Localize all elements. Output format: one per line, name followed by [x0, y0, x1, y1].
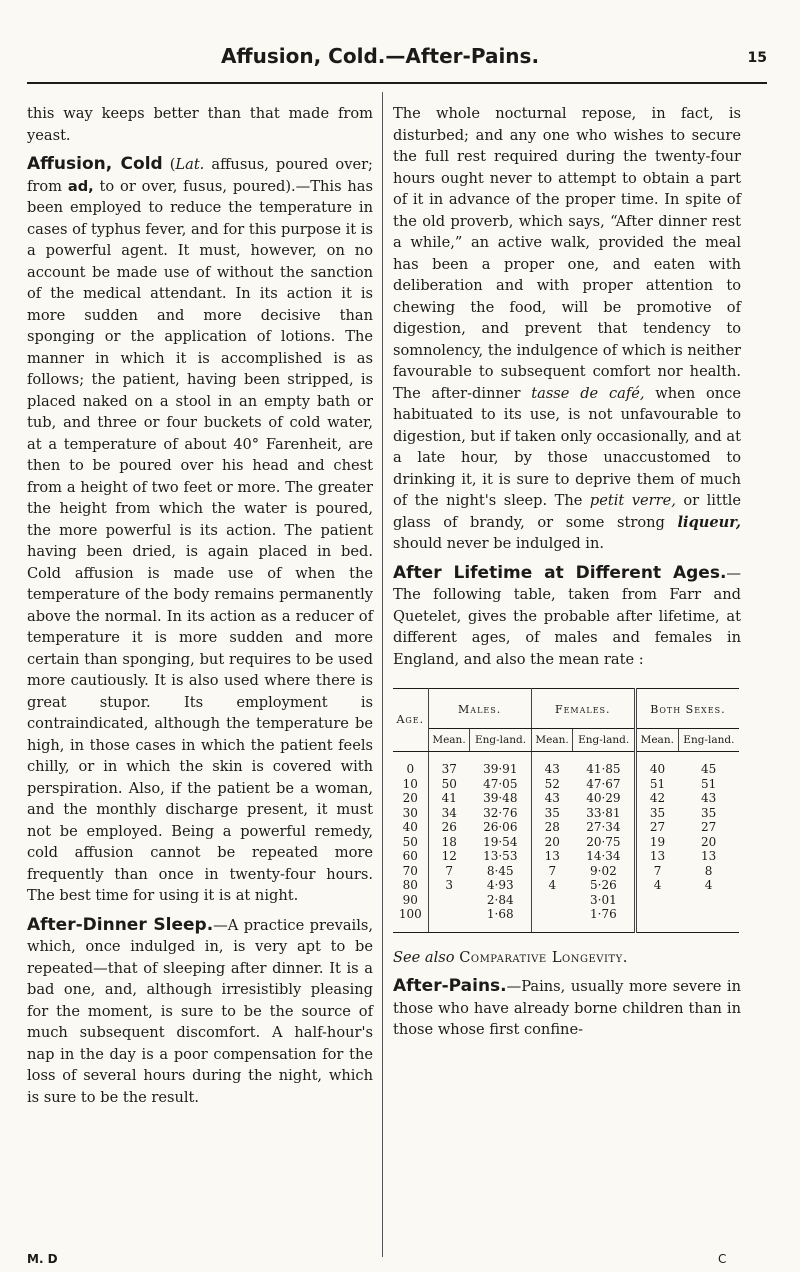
cell-females-england: 9·02 — [573, 864, 635, 879]
cell-females-mean: 28 — [544, 820, 560, 834]
entry-after-pains — [393, 976, 741, 1041]
cell-females-mean — [531, 907, 573, 932]
cell-both-mean: 27 — [649, 820, 666, 834]
table-age-header: Age. — [393, 689, 428, 752]
cell-females-england: 20·75 — [573, 835, 635, 850]
cell-females-england: 5·26 — [573, 878, 635, 893]
cell-both-mean: 7 — [653, 863, 662, 878]
italic-run: petit verre, — [589, 492, 676, 509]
cell-males-england: 32·76 — [470, 806, 531, 821]
entry-term: After-Dinner Sleep. — [27, 914, 214, 935]
cell-both-mean — [635, 893, 678, 908]
cell-females-england: 1·76 — [573, 907, 635, 932]
cell-both-mean — [635, 907, 678, 932]
table-row — [393, 806, 739, 821]
cell-age: 80 — [393, 878, 428, 893]
cell-males-mean: 26 — [441, 820, 457, 834]
cell-males-mean: 18 — [441, 834, 457, 849]
paragraph-yeast: this way keeps better than that made from yeast. — [27, 105, 373, 144]
entry-term: Affusion, Cold — [27, 154, 163, 174]
cell-males-mean — [428, 893, 470, 908]
cell-age: 70 — [393, 864, 428, 879]
cell-females-mean — [531, 893, 573, 908]
etymology-open: ( — [162, 156, 176, 173]
cell-females-england: 27·34 — [573, 820, 635, 835]
cell-males-mean: 12 — [441, 849, 457, 863]
cell-males-mean: 41 — [441, 791, 457, 805]
cell-age: 20 — [393, 791, 428, 806]
cell-age: 50 — [393, 835, 428, 850]
cell-both-mean: 13 — [649, 849, 666, 863]
cell-females-england: 40·29 — [573, 791, 635, 806]
cell-age: 60 — [393, 849, 428, 864]
cell-both-england: 45 — [700, 762, 717, 776]
see-also-prefix: See also — [393, 948, 455, 966]
table-row — [393, 893, 739, 908]
table-subheader-mean: Mean. — [428, 728, 470, 752]
cell-both-mean: 35 — [649, 805, 666, 820]
cell-males-england: 39·91 — [470, 752, 531, 777]
table-row — [393, 791, 739, 806]
left-column — [27, 103, 373, 1116]
entry-term: After-Pains. — [393, 976, 507, 996]
entry-body: —The following table, taken from Farr and Quetelet, gives the probable after lifetime, at different ages, of males and females in England, and also the mean rate : — [393, 564, 741, 668]
cell-males-england: 8·45 — [470, 864, 531, 879]
cell-both-england: 13 — [700, 849, 717, 863]
cell-females-england: 47·67 — [573, 777, 635, 792]
cell-both-england: 27 — [700, 820, 717, 834]
cell-males-england: 2·84 — [470, 893, 531, 908]
cell-females-mean: 13 — [544, 849, 560, 863]
cell-both-england: 35 — [700, 805, 717, 820]
entry-body: —Pains, usually more severe in those who have already borne children than in those whose first confine- — [393, 978, 741, 1038]
etymology-text: affusus, poured over; from — [27, 156, 373, 195]
table-group-both-sexes: Both Sexes. — [635, 689, 739, 729]
cell-both-mean: 4 — [653, 878, 662, 892]
italic-run: liqueur, — [677, 513, 741, 531]
table-row — [393, 878, 739, 893]
etymology-end: to or over, fusus, poured). — [93, 177, 296, 195]
cell-both-mean: 51 — [649, 776, 666, 791]
table-row — [393, 777, 739, 792]
cell-age: 40 — [393, 820, 428, 835]
table-subheader-mean: Mean. — [531, 728, 573, 752]
cell-age: 0 — [393, 752, 428, 777]
cell-females-mean: 20 — [544, 834, 560, 849]
entry-body: —A practice prevails, which, once indulged in, is very apt to be repeated—that of sleeping after dinner. It is a bad one, and, although irresistibly pleasing for the moment, is sure to be the source of much subsequent discomfort. A half-hour's nap in the day is a poor compensation for the loss of several hours during the night, which is sure to be the result. — [27, 916, 373, 1106]
cell-both-mean: 42 — [649, 791, 666, 805]
cell-males-mean: 50 — [441, 776, 457, 791]
cell-females-england: 14·34 — [573, 849, 635, 864]
cell-males-mean: 3 — [445, 878, 454, 892]
etymology-lat: Lat. — [175, 156, 205, 173]
cell-males-england: 19·54 — [470, 835, 531, 850]
cell-males-england: 1·68 — [470, 907, 531, 932]
entry-body: —This has been employed to reduce the temperature in cases of typhus fever, and for this purpose it is a powerful agent. It must, however, on no account be made use of without the sanction of the medical attendant. In its action it is more sudden and more decisive than sponging or the application of lotions. The manner in which it is accomplished is as follows; the patient, having been stripped, is placed naked on a stool in an empty bath or tub, and three or four buckets of cold water, at a temperature of about 40° Farenheit, are then to be poured over his head and chest from a height of two feet or more. The greater the height from which the water is poured, the more powerful is its action. The patient having been dried, is again placed in bed. Cold affusion is made use of when the temperature of the body remains permanently above the normal. In its action as a reducer of temperature it is more sudden and more certain than sponging, but requires to be used more cautiously. It is also used where there is great stupor. Its employment is contraindicated, although the temperature be high, in those cases in which the patient feels chilly, or in which the skin is covered with perspiration. Also, if the patient be a woman, and the monthly discharge present, it must not be employed. Being a powerful remedy, cold affusion cannot be repeated more frequently than once in twenty-four hours. The best time for using it is at night. — [27, 177, 373, 904]
table-row — [393, 849, 739, 864]
cell-both-england — [678, 893, 739, 908]
cell-males-mean: 7 — [445, 863, 454, 878]
entry-after-dinner-sleep — [27, 915, 373, 1109]
text-run: should never be indulged in. — [393, 535, 605, 552]
text-run: The whole nocturnal repose, in fact, is disturbed; and any one who wishes to secure the full rest required during the twenty-four hours ought never to attempt to obtain a part of it in advance of the proper time. In spite of the old proverb, which says, “After dinner rest a while,” an active walk, provided the meal has been a proper one, and eaten with deliberation and with proper attention to chewing the food, will be promotive of digestion, and prevent that tendency to somnolency, the indulgence of which is neither favourable to subsequent comfort nor health. The after-dinner — [393, 105, 741, 402]
cell-age: 30 — [393, 806, 428, 821]
table-subheader-england: Eng-land. — [678, 728, 739, 752]
page-header — [27, 44, 767, 84]
column-divider — [382, 92, 383, 1257]
cell-females-england: 41·85 — [573, 752, 635, 777]
entry-after-lifetime — [393, 563, 741, 671]
entry-after-dinner-continued — [393, 103, 741, 555]
table-group-males: Males. — [428, 689, 531, 729]
table-row — [393, 752, 739, 777]
see-also-link[interactable]: Comparative Longevity. — [459, 948, 628, 966]
running-head: Affusion, Cold.—After-Pains. — [220, 44, 540, 68]
cell-females-mean: 35 — [544, 805, 560, 820]
cell-both-england: 8 — [704, 863, 713, 878]
cell-males-england: 47·05 — [470, 777, 531, 792]
header-rule — [27, 82, 767, 84]
italic-run: tasse de café, — [531, 384, 645, 402]
cell-females-mean: 7 — [548, 863, 557, 878]
table-subheader-england: Eng-land. — [573, 728, 635, 752]
gathering-signature: C — [718, 1252, 727, 1266]
text-run: when once habituated to its use, is not unfavourable to digestion, but if taken only occasionally, and at a late hour, by those unaccustomed to drinking it, it is sure to deprive them of much of the night's sleep. The — [393, 384, 741, 509]
cell-females-mean: 4 — [548, 878, 557, 892]
cell-both-england: 4 — [704, 878, 713, 892]
table-group-females: Females. — [531, 689, 635, 729]
table-row — [393, 864, 739, 879]
right-column — [393, 103, 741, 1049]
cell-females-mean: 52 — [544, 776, 560, 791]
cell-both-england — [678, 907, 739, 932]
see-also-note — [393, 947, 741, 969]
cell-females-england: 3·01 — [573, 893, 635, 908]
cell-age: 100 — [393, 907, 428, 932]
table-subheader-england: Eng-land. — [470, 728, 531, 752]
cell-males-mean: 37 — [441, 762, 457, 776]
cell-males-england: 4·93 — [470, 878, 531, 893]
cell-age: 90 — [393, 893, 428, 908]
page-number: 15 — [747, 50, 767, 66]
table-row — [393, 820, 739, 835]
cell-both-mean: 19 — [649, 834, 666, 849]
signature-mark: M. D — [27, 1252, 58, 1266]
cell-males-mean — [428, 907, 470, 932]
cell-both-mean: 40 — [649, 762, 666, 776]
cell-age: 10 — [393, 777, 428, 792]
table-row — [393, 835, 739, 850]
entry-term: After Lifetime at Different Ages. — [393, 562, 727, 583]
cell-both-england: 43 — [700, 791, 717, 805]
table-row — [393, 907, 739, 932]
cell-males-england: 39·48 — [470, 791, 531, 806]
entry-affusion-cold — [27, 154, 373, 907]
cell-females-mean: 43 — [544, 791, 560, 805]
text-run: or little glass of brandy, or some strong — [393, 492, 742, 531]
after-lifetime-table — [393, 688, 739, 933]
cell-males-england: 26·06 — [470, 820, 531, 835]
cell-females-mean: 43 — [544, 762, 560, 776]
cell-males-england: 13·53 — [470, 849, 531, 864]
table-subheader-mean: Mean. — [635, 728, 678, 752]
cell-both-england: 20 — [700, 834, 717, 849]
cell-males-mean: 34 — [441, 805, 457, 820]
cell-females-england: 33·81 — [573, 806, 635, 821]
etymology-ad: ad, — [67, 177, 94, 195]
cell-both-england: 51 — [700, 776, 717, 791]
